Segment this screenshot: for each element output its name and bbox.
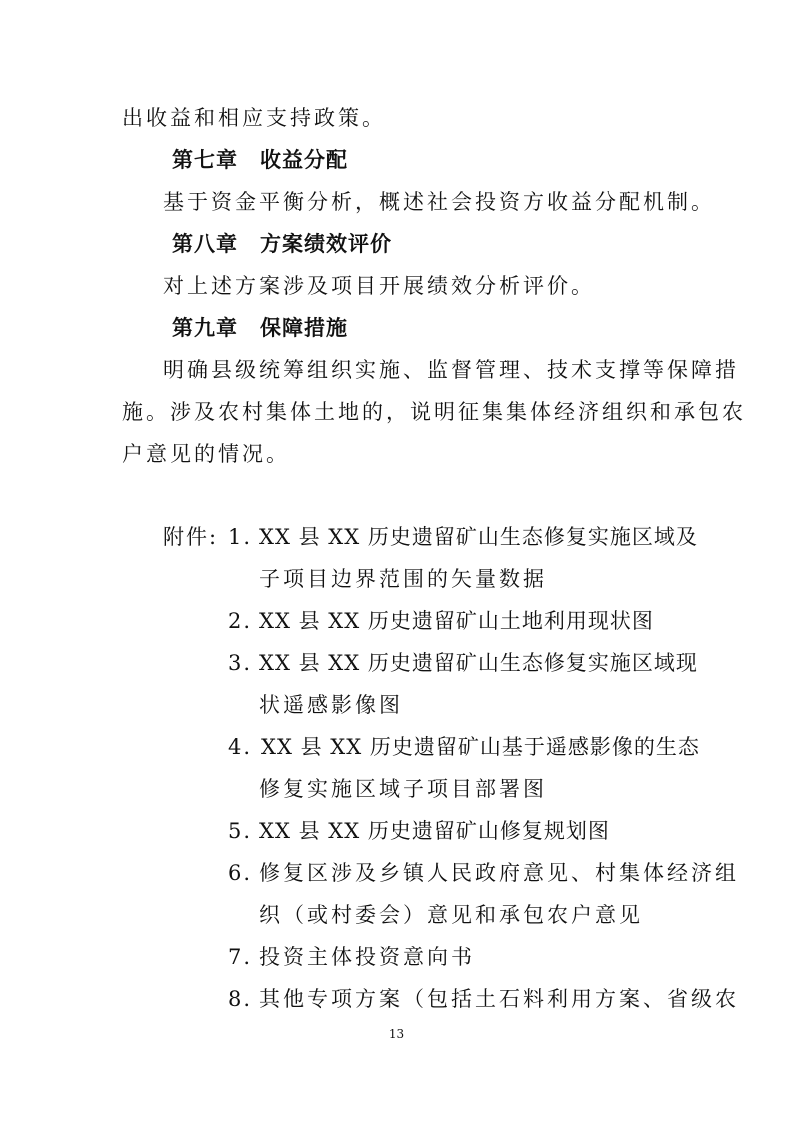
attachments-label: 附件: (163, 525, 219, 549)
chapter-heading-9 (172, 313, 348, 343)
chapter-heading-7 (172, 145, 348, 175)
attachment-text: XX 县 XX 历史遗留矿山修复规划图 (259, 819, 610, 843)
body-text-line: 对上述方案涉及项目开展绩效分析评价。 (163, 274, 595, 298)
attachment-number: 2. (228, 609, 253, 633)
chapter-title: 保障措施 (260, 316, 348, 340)
attachment-number: 3. (228, 651, 253, 675)
attachment-number: 1. (228, 525, 253, 549)
page-number: 13 (388, 1027, 405, 1041)
attachment-text: XX 县 XX 历史遗留矿山生态修复实施区域现 (259, 651, 698, 675)
attachment-text: 修复区涉及乡镇人民政府意见、村集体经济组 (259, 861, 739, 885)
body-text-line: 基于资金平衡分析，概述社会投资方收益分配机制。 (163, 190, 715, 214)
attachment-text: 修复实施区域子项目部署图 (259, 777, 547, 801)
body-text-line: 户意见的情况。 (122, 442, 290, 466)
attachment-text: 织（或村委会）意见和承包农户意见 (259, 903, 643, 927)
chapter-number: 第八章 (172, 232, 238, 256)
chapter-title: 方案绩效评价 (260, 232, 392, 256)
attachment-number: 4. (228, 735, 253, 759)
attachment-text: 其他专项方案（包括土石料利用方案、省级农 (259, 987, 739, 1011)
attachment-text: 投资主体投资意向书 (259, 945, 475, 969)
attachment-number: 7. (228, 945, 253, 969)
chapter-number: 第七章 (172, 148, 238, 172)
attachment-text: XX 县 XX 历史遗留矿山生态修复实施区域及 (259, 525, 698, 549)
body-text-line: 明确县级统筹组织实施、监督管理、技术支撑等保障措 (163, 358, 739, 382)
chapter-heading-8 (172, 229, 392, 259)
attachment-text: XX 县 XX 历史遗留矿山土地利用现状图 (259, 609, 654, 633)
attachment-text: XX 县 XX 历史遗留矿山基于遥感影像的生态 (261, 735, 700, 759)
attachment-number: 6. (228, 861, 253, 885)
body-text-line: 出收益和相应支持政策。 (122, 106, 386, 130)
attachment-number: 5. (228, 819, 253, 843)
attachment-text: 子项目边界范围的矢量数据 (259, 567, 547, 591)
attachment-number: 8. (228, 987, 253, 1011)
body-text-line: 施。涉及农村集体土地的，说明征集集体经济组织和承包农 (122, 400, 746, 424)
attachment-text: 状遥感影像图 (259, 693, 403, 717)
chapter-number: 第九章 (172, 316, 238, 340)
chapter-title: 收益分配 (260, 148, 348, 172)
